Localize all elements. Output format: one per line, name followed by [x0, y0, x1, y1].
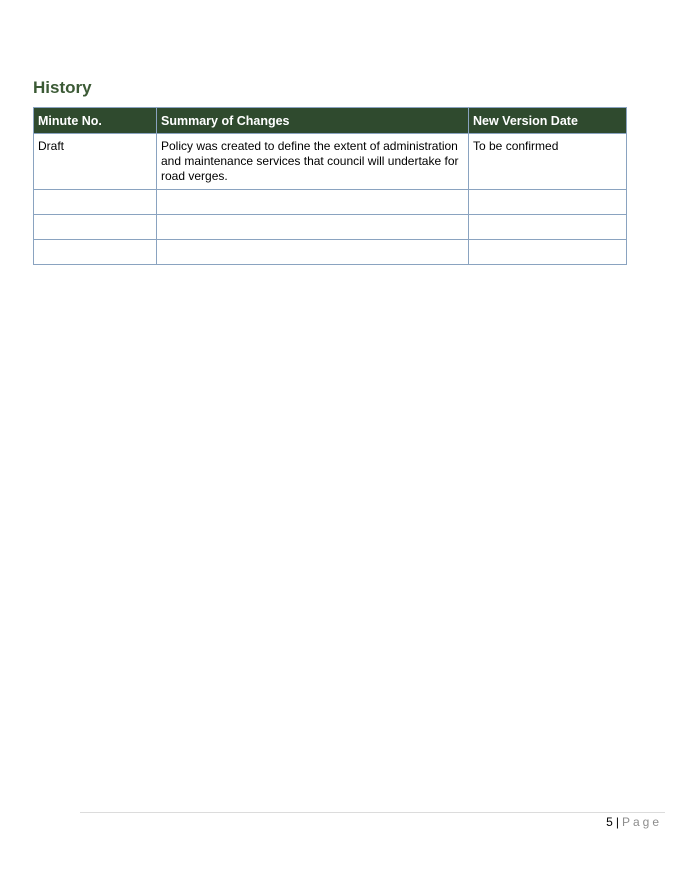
- header-new-version-date: New Version Date: [469, 108, 627, 134]
- cell-summary: [157, 240, 469, 265]
- history-table: [33, 107, 627, 265]
- page-label: Page: [621, 815, 662, 829]
- page-number: 5: [606, 815, 613, 829]
- table-row: [34, 215, 627, 240]
- cell-version-date: To be confirmed: [469, 134, 627, 190]
- page-separator: |: [615, 815, 619, 829]
- cell-summary: [157, 190, 469, 215]
- table-body: [34, 134, 627, 265]
- cell-minute-no: Draft: [34, 134, 157, 190]
- page-footer: [606, 815, 662, 829]
- footer-divider: [80, 812, 665, 813]
- cell-version-date: [469, 190, 627, 215]
- cell-version-date: [469, 215, 627, 240]
- cell-version-date: [469, 240, 627, 265]
- cell-minute-no: [34, 215, 157, 240]
- cell-summary: Policy was created to define the extent of administration and maintenance services that council will undertake for road verges.: [157, 134, 469, 190]
- header-row: [34, 108, 627, 134]
- table-row: [34, 134, 627, 190]
- cell-summary: [157, 215, 469, 240]
- table-row: [34, 190, 627, 215]
- table-header: [34, 108, 627, 134]
- header-minute-no: Minute No.: [34, 108, 157, 134]
- table-row: [34, 240, 627, 265]
- cell-minute-no: [34, 240, 157, 265]
- section-title: History: [33, 78, 92, 97]
- cell-minute-no: [34, 190, 157, 215]
- header-summary-of-changes: Summary of Changes: [157, 108, 469, 134]
